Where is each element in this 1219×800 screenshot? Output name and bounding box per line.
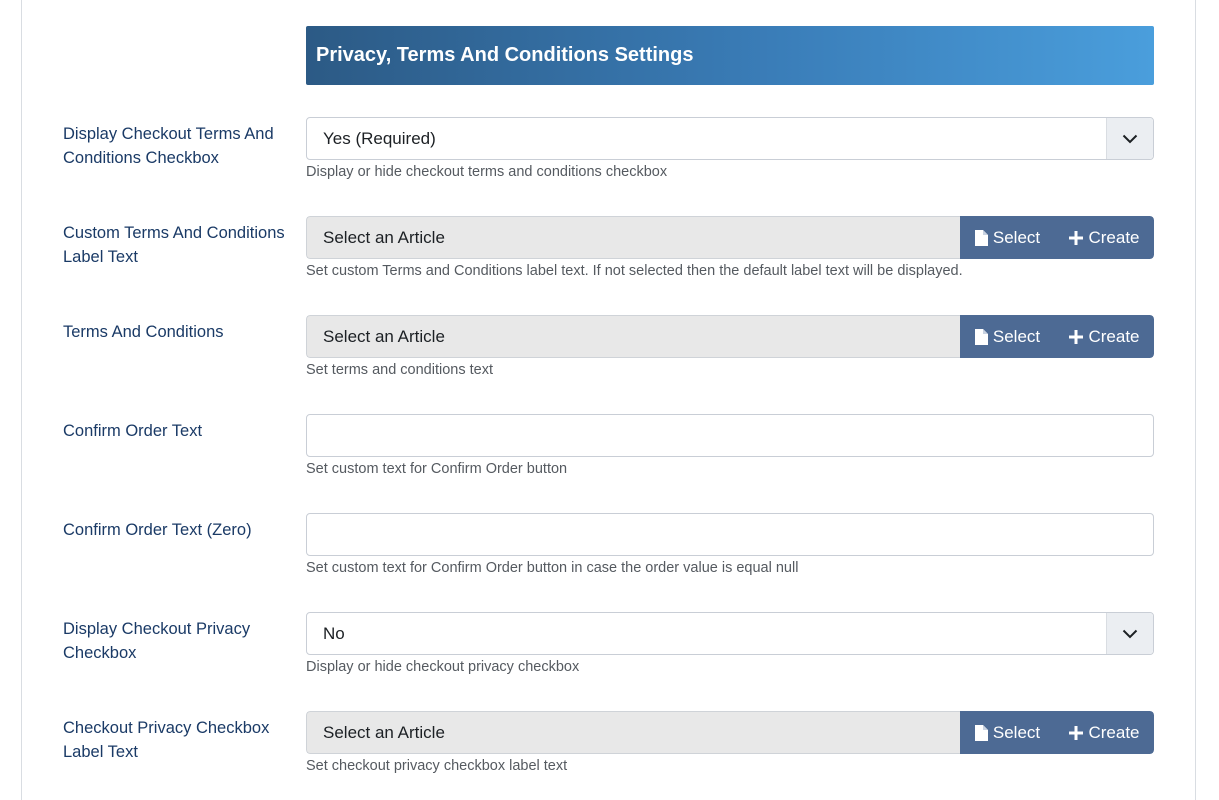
- field-label: Custom Terms And Conditions Label Text: [63, 224, 285, 266]
- select-article-button[interactable]: [960, 315, 1055, 358]
- create-button-label: Create: [1088, 326, 1140, 346]
- field-label: Display Checkout Privacy Checkbox: [63, 620, 251, 662]
- field-hint: Set custom Terms and Conditions label text. If not selected then the default label text will be displayed.: [306, 263, 963, 279]
- create-article-button[interactable]: [1055, 711, 1154, 754]
- chevron-down-icon[interactable]: [1106, 613, 1153, 654]
- select-article-button[interactable]: [960, 711, 1055, 754]
- terms-article-picker: [306, 315, 1154, 358]
- select-button-label: Select: [992, 227, 1041, 247]
- privacy-label-article-picker: [306, 711, 1154, 754]
- field-hint: Set terms and conditions text: [306, 362, 493, 378]
- article-field[interactable]: Select an Article: [306, 315, 960, 358]
- select-value: Yes (Required): [323, 128, 436, 148]
- field-label: Terms And Conditions: [63, 323, 224, 341]
- field-label: Checkout Privacy Checkbox Label Text: [63, 719, 270, 761]
- confirm-order-text-input[interactable]: [306, 414, 1154, 457]
- field-hint: Set checkout privacy checkbox label text: [306, 758, 568, 774]
- field-hint: Display or hide checkout privacy checkbox: [306, 659, 580, 675]
- field-label: Confirm Order Text: [63, 422, 203, 440]
- section-title: Privacy, Terms And Conditions Settings: [316, 44, 694, 66]
- plus-icon: [1069, 330, 1083, 344]
- select-article-button[interactable]: [960, 216, 1055, 259]
- select-value: No: [323, 623, 345, 643]
- file-icon: [975, 230, 988, 246]
- custom-terms-article-picker: [306, 216, 1154, 259]
- field-label: Display Checkout Terms And Conditions Checkbox: [63, 125, 274, 167]
- field-label: Confirm Order Text (Zero): [63, 521, 252, 539]
- file-icon: [975, 725, 988, 741]
- create-button-label: Create: [1088, 227, 1140, 247]
- terms-checkbox-select[interactable]: [306, 117, 1154, 160]
- article-field[interactable]: Select an Article: [306, 711, 960, 754]
- select-button-label: Select: [992, 722, 1041, 742]
- chevron-down-icon[interactable]: [1106, 118, 1153, 159]
- plus-icon: [1069, 726, 1083, 740]
- create-button-label: Create: [1088, 722, 1140, 742]
- select-button-label: Select: [992, 326, 1041, 346]
- create-article-button[interactable]: [1055, 216, 1154, 259]
- article-field[interactable]: Select an Article: [306, 216, 960, 259]
- confirm-order-text-zero-input[interactable]: [306, 513, 1154, 556]
- field-hint: Display or hide checkout terms and conditions checkbox: [306, 164, 668, 180]
- plus-icon: [1069, 231, 1083, 245]
- file-icon: [975, 329, 988, 345]
- field-hint: Set custom text for Confirm Order button: [306, 461, 568, 477]
- section-header: [306, 26, 1154, 85]
- create-article-button[interactable]: [1055, 315, 1154, 358]
- field-hint: Set custom text for Confirm Order button in case the order value is equal null: [306, 560, 799, 576]
- privacy-checkbox-select[interactable]: [306, 612, 1154, 655]
